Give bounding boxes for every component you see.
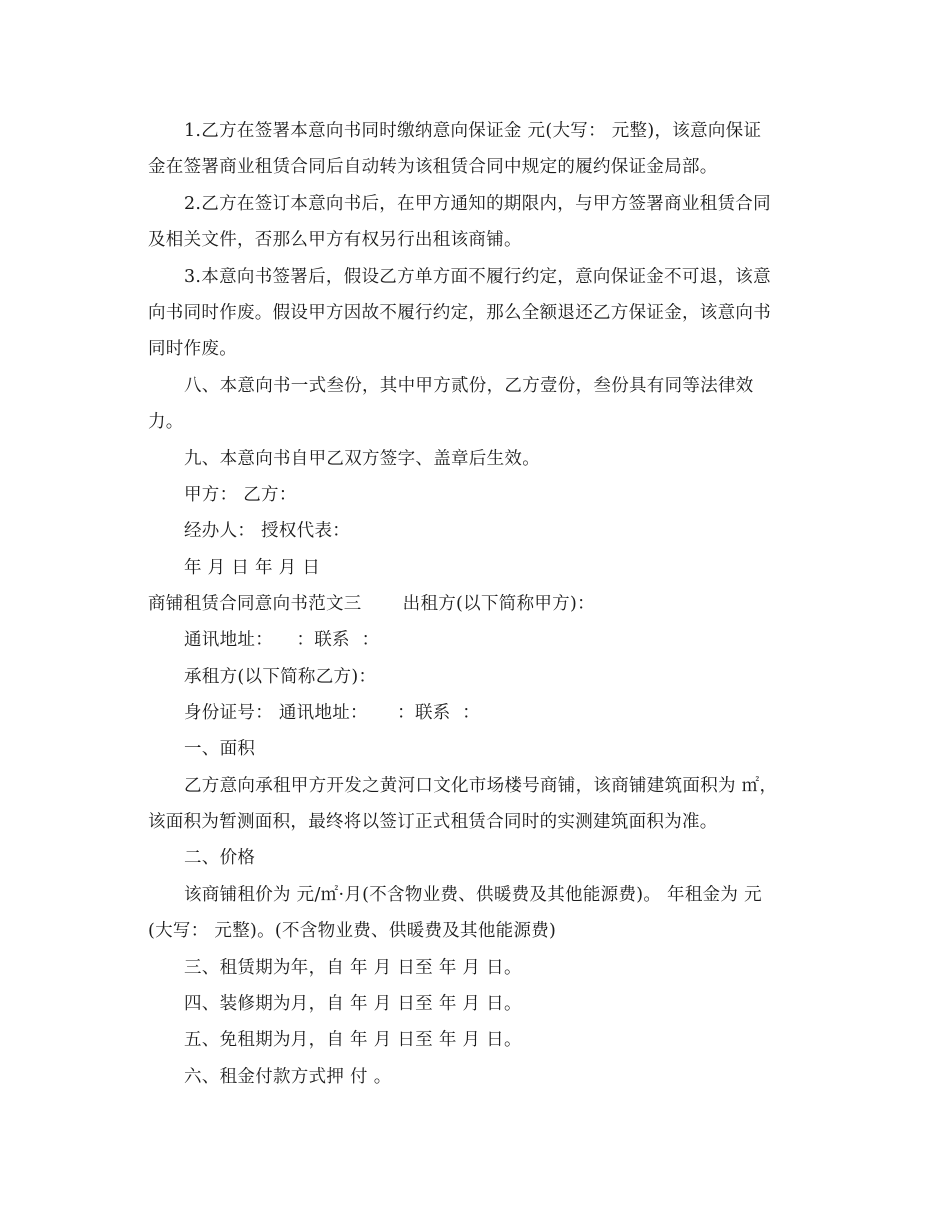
lessee-heading: 承租方(以下简称乙方)： (184, 667, 377, 687)
signature-dates: 年 月 日 年 月 日 (184, 558, 321, 578)
clause-2-line-2: 及相关文件，否那么甲方有权另行出租该商铺。 (148, 230, 522, 250)
clause-1-line-1: 1.乙方在签署本意向书同时缴纳意向保证金 元(大写： 元整)，该意向保证 (184, 121, 762, 141)
section-area-line-2: 该面积为暂测面积，最终将以签订正式租赁合同时的实测建筑面积为准。 (148, 812, 718, 832)
clause-2-line-1: 2.乙方在签订本意向书后，在甲方通知的期限内，与甲方签署商业租赁合同 (184, 194, 771, 214)
section-renovation-period: 四、装修期为月，自 年 月 日至 年 月 日。 (184, 994, 522, 1014)
section-area-line-1: 乙方意向承租甲方开发之黄河口文化市场楼号商铺，该商铺建筑面积为 ㎡， (184, 776, 778, 796)
section-payment-method: 六、租金付款方式押 付 。 (184, 1067, 392, 1087)
template-3-heading: 商铺租赁合同意向书范文三 出租方(以下简称甲方)： (148, 594, 595, 614)
section-price-heading: 二、价格 (184, 848, 256, 868)
clause-3-line-1: 3.本意向书签署后，假设乙方单方面不履行约定，意向保证金不可退，该意 (184, 267, 771, 287)
article-8-line-1: 八、本意向书一式叁份，其中甲方贰份，乙方壹份，叁份具有同等法律效 (184, 376, 754, 396)
article-9: 九、本意向书自甲乙双方签字、盖章后生效。 (184, 449, 540, 469)
signature-agents: 经办人： 授权代表： (184, 521, 351, 541)
lessee-id-address: 身份证号： 通讯地址： ：联系 ： (184, 703, 481, 723)
clause-1-line-2: 金在签署商业租赁合同后自动转为该租赁合同中规定的履约保证金局部。 (148, 157, 718, 177)
section-rent-free-period: 五、免租期为月，自 年 月 日至 年 月 日。 (184, 1030, 522, 1050)
article-8-line-2: 力。 (148, 412, 184, 432)
section-price-line-2: (大写： 元整)。(不含物业费、供暖费及其他能源费) (148, 921, 557, 941)
section-area-heading: 一、面积 (184, 739, 256, 759)
section-price-line-1: 该商铺租价为 元/㎡·月(不含物业费、供暖费及其他能源费)。 年租金为 元 (184, 885, 762, 905)
lessor-address: 通讯地址： ：联系 ： (184, 630, 380, 650)
clause-3-line-2: 向书同时作废。假设甲方因故不履行约定，那么全额退还乙方保证金，该意向书 (148, 303, 771, 323)
clause-3-line-3: 同时作废。 (148, 339, 237, 359)
section-lease-term: 三、租赁期为年，自 年 月 日至 年 月 日。 (184, 958, 522, 978)
signature-parties: 甲方： 乙方： (184, 485, 297, 505)
